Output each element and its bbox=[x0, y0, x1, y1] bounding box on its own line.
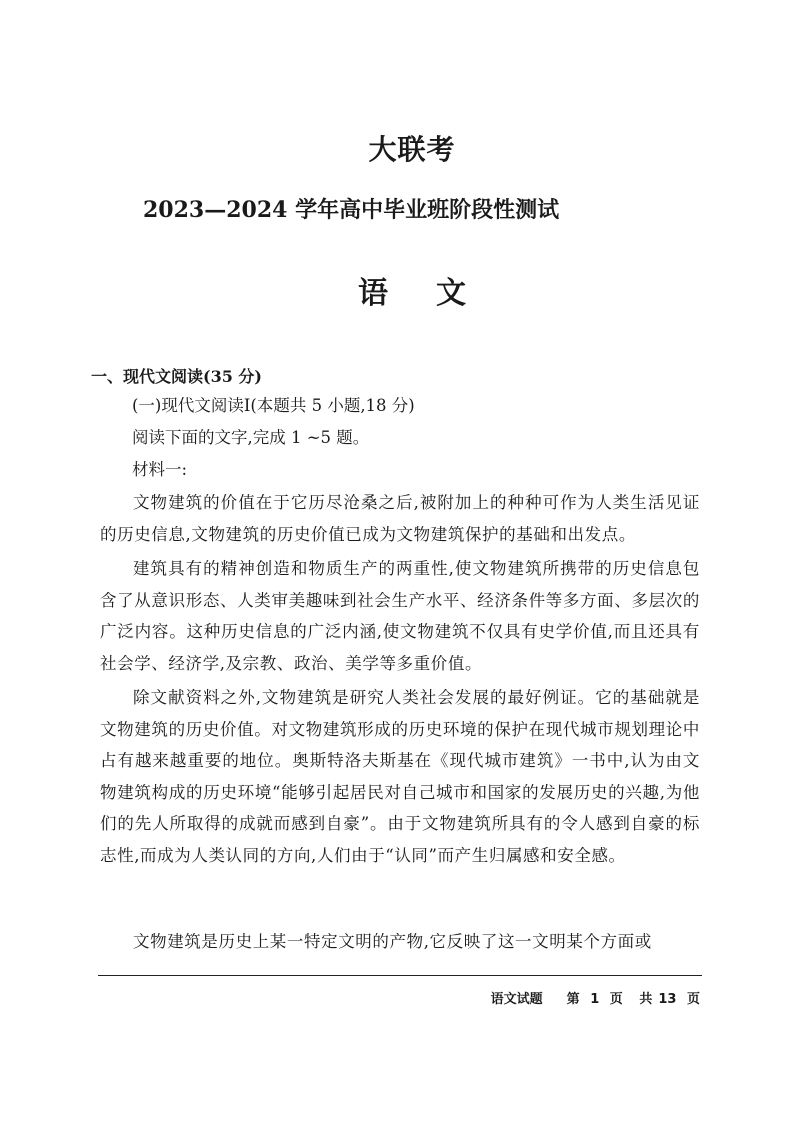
paragraph-2: 建筑具有的精神创造和物质生产的两重性,使文物建筑所携带的历史信息包含了从意识形态、人类审美趣味到社会生产水平、经济条件等多方面、多层次的广泛内容。这种历史信息的广泛内涵,使文物建筑不仅具有史学价值,而且还具有社会学、经济学,及宗教、政治、美学等多重价值。 bbox=[100, 559, 700, 673]
footer-total-pages: 13 bbox=[658, 992, 677, 1007]
footer-total-unit: 页 bbox=[686, 992, 700, 1007]
exam-title: 2023—2024 学年高中毕业班阶段性测试 bbox=[143, 197, 560, 223]
section-heading: 一、现代文阅读(35 分) bbox=[91, 367, 262, 386]
exam-name: 大联考 bbox=[368, 133, 456, 166]
subject-char-1: 语 bbox=[358, 276, 388, 311]
footer-total-prefix: 共 bbox=[639, 992, 653, 1007]
page-footer bbox=[491, 988, 700, 1007]
paragraph-4: 文物建筑是历史上某一特定文明的产物,它反映了这一文明某个方面或 bbox=[133, 932, 652, 951]
instruction-text: 阅读下面的文字,完成 1 ~5 题。 bbox=[132, 428, 370, 447]
section-subheading: (一)现代文阅读Ⅰ(本题共 5 小题,18 分) bbox=[132, 396, 415, 415]
subject-char-2: 文 bbox=[436, 276, 466, 311]
paragraph-3: 除文献资料之外,文物建筑是研究人类社会发展的最好例证。它的基础就是文物建筑的历史价值。对文物建筑形成的历史环境的保护在现代城市规划理论中占有越来越重要的地位。奥斯特洛夫斯基在《现代城市建筑》一书中,认为由文物建筑构成的历史环境“能够引起居民对自己城市和国家的发展历史的兴趣,为他们的先人所取得的成就而感到自豪”。由于文物建筑所具有的令人感到自豪的标志性,而成为人类认同的方向,人们由于“认同”而产生归属感和安全感。 bbox=[100, 688, 700, 865]
footer-page-prefix: 第 bbox=[566, 992, 580, 1007]
footer-divider bbox=[98, 975, 702, 976]
subject-title bbox=[0, 268, 794, 312]
material-label: 材料一: bbox=[132, 460, 188, 479]
paragraph-1: 文物建筑的价值在于它历尽沧桑之后,被附加上的种种可作为人类生活见证的历史信息,文物建筑的历史价值已成为文物建筑保护的基础和出发点。 bbox=[100, 493, 700, 544]
footer-subject-label: 语文试题 bbox=[490, 992, 543, 1007]
footer-page-unit: 页 bbox=[609, 992, 623, 1007]
footer-page-number: 1 bbox=[590, 992, 600, 1007]
